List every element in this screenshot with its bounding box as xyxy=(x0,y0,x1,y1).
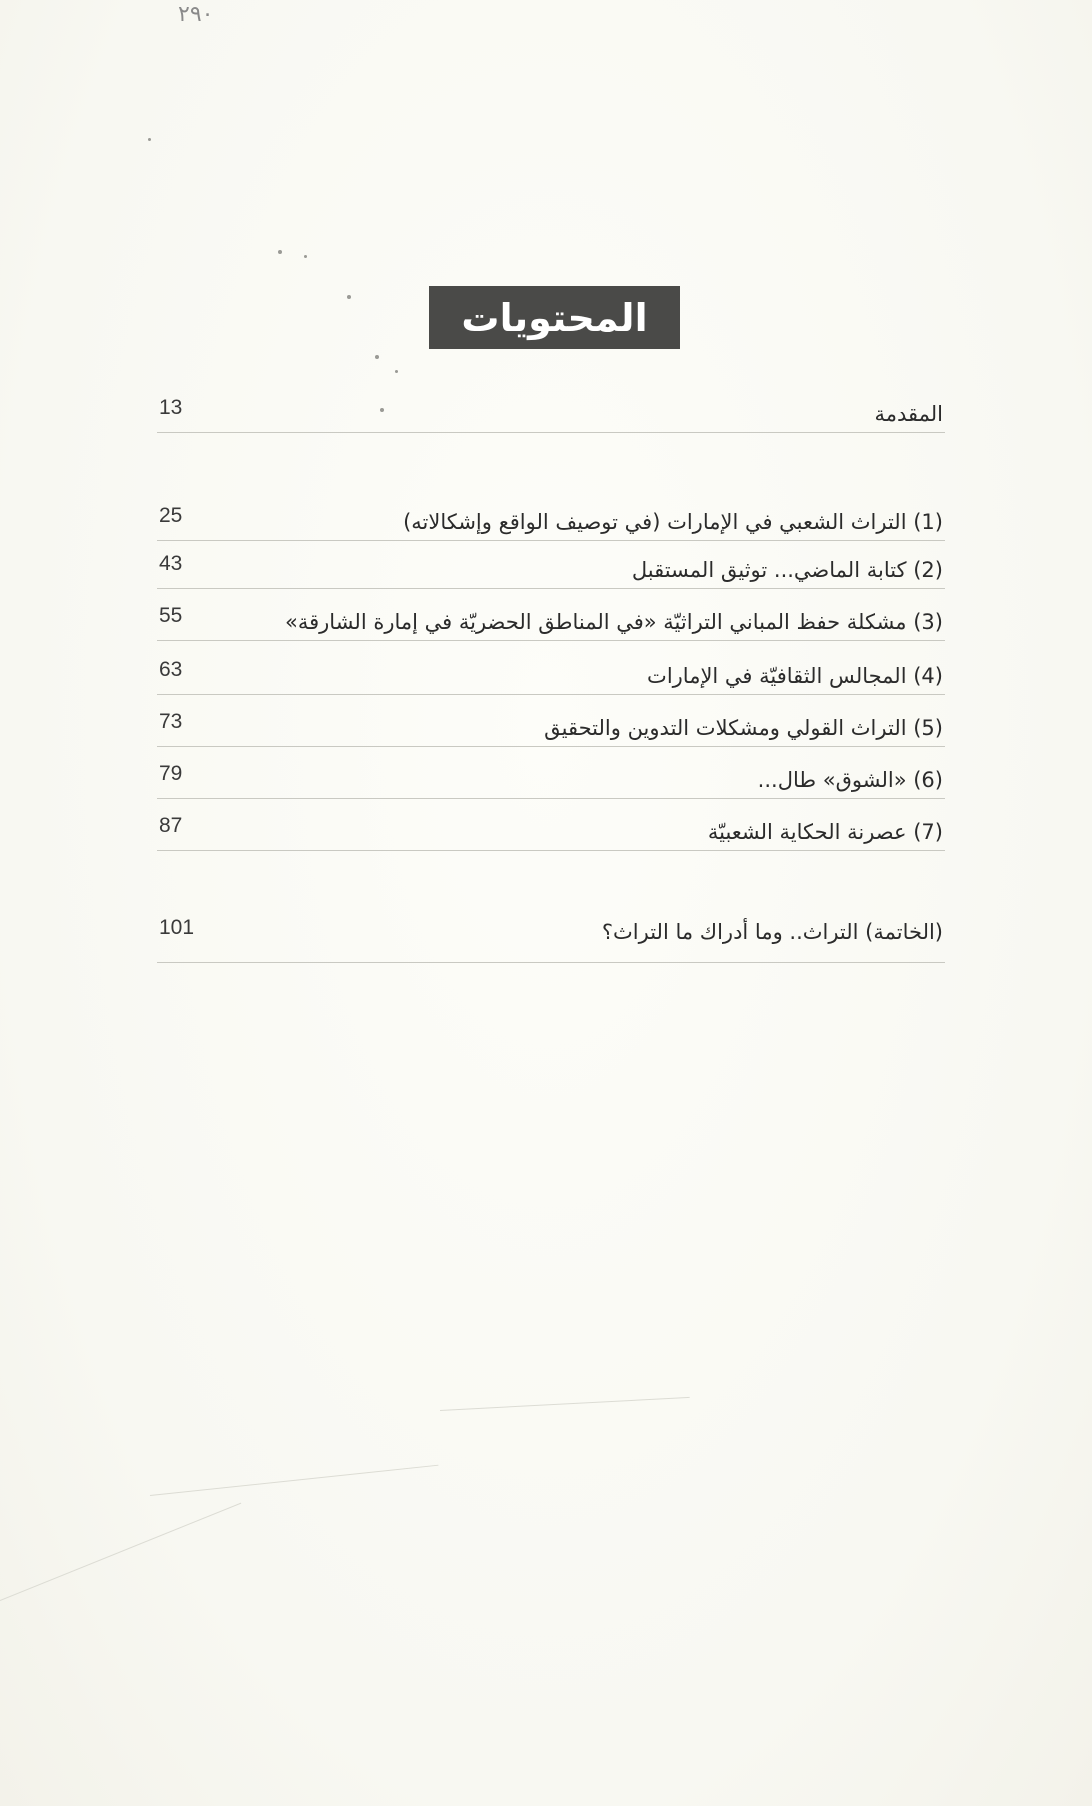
toc-entry-label: (3) مشكلة حفظ المباني التراثيّة «في المناطق الحضريّة في إمارة الشارقة» xyxy=(285,610,943,634)
toc-entry-page: 101 xyxy=(159,916,195,939)
toc-row xyxy=(157,810,945,851)
toc-entry-page: 63 xyxy=(159,658,183,681)
toc-entry-page: 25 xyxy=(159,504,183,527)
toc-entry-label: المقدمة xyxy=(874,402,943,426)
toc-entry-label: (7) عصرنة الحكاية الشعبيّة xyxy=(707,820,943,844)
toc-entry-label: (2) كتابة الماضي... توثيق المستقبل xyxy=(631,558,943,582)
toc-entry-label: (5) التراث القولي ومشكلات التدوين والتحقيق xyxy=(544,716,943,740)
toc-row xyxy=(157,392,945,433)
toc-row xyxy=(157,498,945,541)
toc-entry-page: 79 xyxy=(159,762,183,785)
toc-entry-label: (4) المجالس الثقافيّة في الإمارات xyxy=(647,664,943,688)
paper-crease xyxy=(0,1503,241,1601)
toc-row xyxy=(157,550,945,589)
toc-row xyxy=(157,910,945,963)
paper-speck xyxy=(278,250,282,254)
paper-speck xyxy=(304,255,307,258)
toc-row xyxy=(157,706,945,747)
toc-entry-label: (1) التراث الشعبي في الإمارات (في توصيف الواقع وإشكالاته) xyxy=(403,510,943,534)
toc-entry-page: 43 xyxy=(159,552,183,575)
paper-crease xyxy=(440,1397,690,1411)
toc-entry-label: (الخاتمة) التراث.. وما أدراك ما التراث؟ xyxy=(601,920,943,944)
toc-entry-page: 55 xyxy=(159,604,183,627)
toc-entry-page: 13 xyxy=(159,396,183,419)
contents-title-box xyxy=(429,286,680,349)
paper-speck xyxy=(395,370,398,373)
toc-entry-page: 73 xyxy=(159,710,183,733)
paper-crease xyxy=(150,1465,439,1496)
toc-row xyxy=(157,758,945,799)
paper-speck xyxy=(375,355,379,359)
paper-speck xyxy=(148,138,151,141)
toc-row xyxy=(157,654,945,695)
toc-entry-label: (6) «الشوق» طال... xyxy=(757,768,943,792)
toc-entry-page: 87 xyxy=(159,814,183,837)
handwritten-corner-mark: ٢٩٠ xyxy=(178,2,214,27)
toc-row xyxy=(157,600,945,641)
paper-speck xyxy=(347,295,351,299)
contents-title: المحتويات xyxy=(461,295,648,340)
